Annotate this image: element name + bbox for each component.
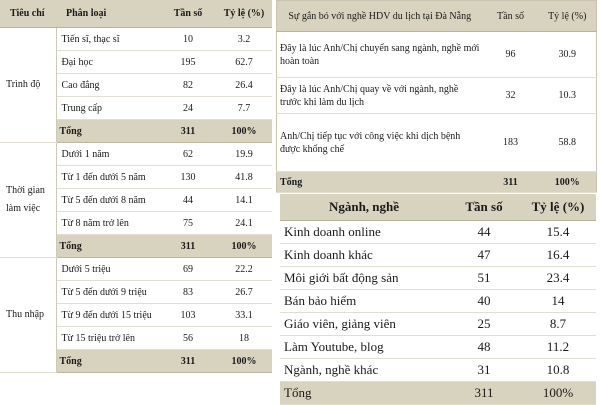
occupation-cell: Kinh doanh khác [280,244,448,267]
total-frequency: 311 [160,350,216,373]
header-criterion: Tiêu chí [0,0,56,28]
frequency-cell: 96 [483,32,539,78]
frequency-cell: 40 [448,290,520,313]
total-percent: 100% [520,382,596,405]
table-row [277,78,597,114]
header-frequency: Tần số [160,0,216,28]
table-row [280,221,596,244]
table-row [277,32,597,78]
percent-cell: 10.3 [539,78,597,114]
statement-cell: Đây là lúc Anh/Chị quay về với ngành, nghề trước khi làm du lịch [277,78,483,114]
criterion-cell: Trình độ [0,28,56,143]
frequency-cell: 103 [160,304,216,327]
table-row [280,267,596,290]
category-cell: Dưới 1 năm [56,143,160,166]
total-row [277,172,597,193]
percent-cell: 30.9 [539,32,597,78]
header-percent: Tỷ lệ (%) [520,194,596,221]
frequency-cell: 195 [160,51,216,74]
frequency-cell: 82 [160,74,216,97]
frequency-cell: 130 [160,166,216,189]
percent-cell: 33.1 [216,304,272,327]
frequency-cell: 25 [448,313,520,336]
statement-cell: Đây là lúc Anh/Chị chuyển sang ngành, nghề mới hoàn toàn [277,32,483,78]
frequency-cell: 24 [160,97,216,120]
frequency-cell: 44 [448,221,520,244]
percent-cell: 26.4 [216,74,272,97]
percent-cell: 22.2 [216,258,272,281]
total-label: Tổng [56,235,160,258]
total-label: Tổng [280,382,448,405]
percent-cell: 3.2 [216,28,272,51]
total-frequency: 311 [160,120,216,143]
percent-cell: 10.8 [520,359,596,382]
category-cell: Từ 1 đến dưới 5 năm [56,166,160,189]
percent-cell: 26.7 [216,281,272,304]
header-percent: Tỷ lệ (%) [216,0,272,28]
occupation-cell: Làm Youtube, blog [280,336,448,359]
header-percent: Tỷ lệ (%) [539,1,597,32]
criterion-cell: Thời gian làm việc [0,143,56,258]
frequency-cell: 183 [483,114,539,172]
total-frequency: 311 [448,382,520,405]
percent-cell: 24.1 [216,212,272,235]
category-cell: Tiến sĩ, thạc sĩ [56,28,160,51]
frequency-cell: 31 [448,359,520,382]
total-percent: 100% [539,172,597,193]
total-row [280,382,596,405]
category-cell: Từ 5 đến dưới 8 năm [56,189,160,212]
frequency-cell: 48 [448,336,520,359]
category-cell: Từ 9 đến dưới 15 triệu [56,304,160,327]
table-row [0,143,272,166]
percent-cell: 19.9 [216,143,272,166]
percent-cell: 62.7 [216,51,272,74]
frequency-cell: 62 [160,143,216,166]
criterion-cell: Thu nhập [0,258,56,373]
percent-cell: 11.2 [520,336,596,359]
occupation-table [280,194,596,405]
table-row [277,114,597,172]
category-cell: Đại học [56,51,160,74]
header-frequency: Tần số [448,194,520,221]
table-header-row [277,1,597,32]
frequency-cell: 75 [160,212,216,235]
percent-cell: 41.8 [216,166,272,189]
frequency-cell: 83 [160,281,216,304]
frequency-cell: 32 [483,78,539,114]
frequency-cell: 56 [160,327,216,350]
header-frequency: Tần số [483,1,539,32]
table-row [280,313,596,336]
frequency-cell: 51 [448,267,520,290]
total-frequency: 311 [483,172,539,193]
occupation-cell: Bán bảo hiểm [280,290,448,313]
demographics-table [0,0,272,373]
frequency-cell: 47 [448,244,520,267]
statement-cell: Anh/Chị tiếp tục với công việc khi dịch bệnh được khống chế [277,114,483,172]
frequency-cell: 10 [160,28,216,51]
table-row [0,258,272,281]
total-label: Tổng [56,120,160,143]
total-percent: 100% [216,235,272,258]
percent-cell: 58.8 [539,114,597,172]
percent-cell: 14.1 [216,189,272,212]
total-percent: 100% [216,350,272,373]
category-cell: Trung cấp [56,97,160,120]
table-row [280,359,596,382]
header-occupation: Ngành, nghề [280,194,448,221]
frequency-cell: 69 [160,258,216,281]
occupation-cell: Ngành, nghề khác [280,359,448,382]
percent-cell: 14 [520,290,596,313]
percent-cell: 15.4 [520,221,596,244]
total-percent: 100% [216,120,272,143]
percent-cell: 7.7 [216,97,272,120]
total-frequency: 311 [160,235,216,258]
category-cell: Dưới 5 triệu [56,258,160,281]
category-cell: Cao đẳng [56,74,160,97]
table-header-row [280,194,596,221]
table-header-row [0,0,272,28]
percent-cell: 23.4 [520,267,596,290]
percent-cell: 16.4 [520,244,596,267]
category-cell: Từ 8 năm trở lên [56,212,160,235]
table-row [0,28,272,51]
percent-cell: 18 [216,327,272,350]
attachment-table [276,0,597,193]
category-cell: Từ 5 đến dưới 9 triệu [56,281,160,304]
percent-cell: 8.7 [520,313,596,336]
occupation-cell: Giáo viên, giảng viên [280,313,448,336]
header-category: Phân loại [56,0,160,28]
table-row [280,290,596,313]
occupation-cell: Kinh doanh online [280,221,448,244]
header-attachment: Sự gắn bó với nghề HDV du lịch tại Đà Nẵng [277,1,483,32]
table-row [280,336,596,359]
table-row [280,244,596,267]
occupation-cell: Môi giới bất động sản [280,267,448,290]
category-cell: Từ 15 triệu trở lên [56,327,160,350]
frequency-cell: 44 [160,189,216,212]
total-label: Tổng [56,350,160,373]
total-label: Tổng [277,172,483,193]
